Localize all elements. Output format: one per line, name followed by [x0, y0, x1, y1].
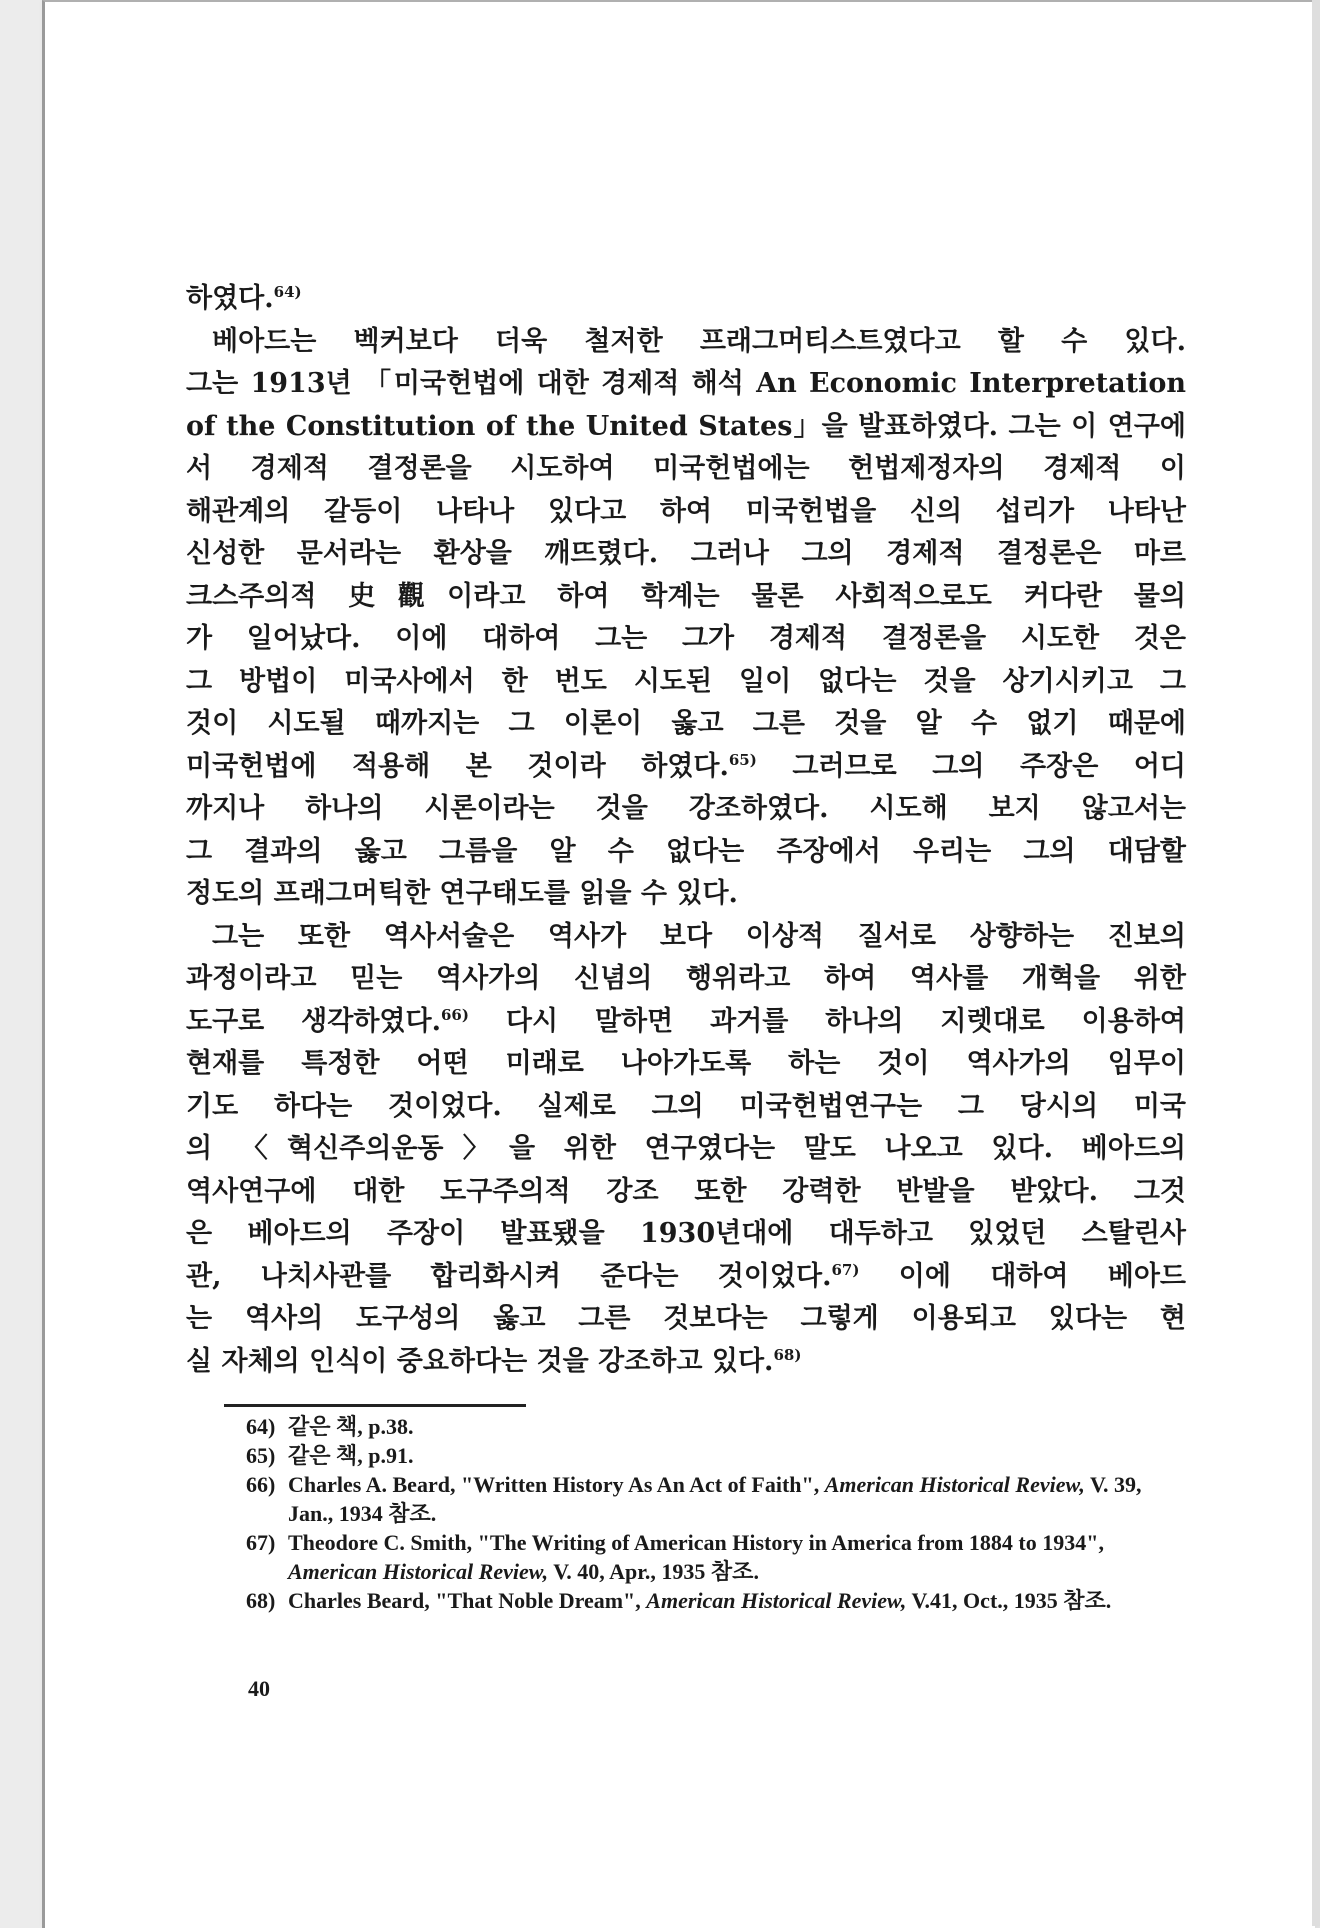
body-line-text: 다시 말하면 과거를 하나의 지렛대로 이용하여 [468, 1005, 1186, 1037]
body-line [186, 661, 1186, 704]
footnote-text: V.41, Oct., 1935 참조. [906, 1588, 1112, 1613]
footnote [246, 1528, 1166, 1586]
body-line [186, 406, 1186, 449]
body-line [186, 448, 1186, 491]
body-line-text: 이에 대하여 베아드 [859, 1260, 1187, 1292]
body-line [186, 1171, 1186, 1214]
body-line-text: 것이 시도될 때까지는 그 이론이 옳고 그른 것을 알 수 없기 때문에 [186, 708, 1186, 739]
body-line-text: 신성한 문서라는 환상을 깨뜨렸다. 그러나 그의 경제적 결정론은 마르 [186, 538, 1186, 569]
body-line-text: 기도 하다는 것이었다. 실제로 그의 미국헌법연구는 그 당시의 미국 [186, 1090, 1186, 1122]
body-line-text: 가 일어났다. 이에 대하여 그는 그가 경제적 결정론을 시도한 것은 [186, 623, 1186, 654]
body-line [186, 1298, 1186, 1341]
body-line [186, 831, 1186, 874]
body-line [186, 576, 1186, 619]
body-line [186, 618, 1186, 661]
body-line-text: 그러므로 그의 주장은 어디 [756, 750, 1186, 782]
footnote-text: V. 40, Apr., 1935 참조. [548, 1559, 759, 1584]
footnote-text: 같은 책, p.91. [288, 1443, 414, 1468]
body-line [186, 491, 1186, 534]
body-line [186, 916, 1186, 959]
footnote-marker[interactable]: 67) [831, 1260, 860, 1279]
body-line [186, 703, 1186, 746]
body-line [186, 1043, 1186, 1086]
body-line [186, 533, 1186, 576]
body-line [186, 321, 1186, 364]
page-edge [1312, 0, 1320, 1926]
footnote-marker[interactable]: 64) [273, 283, 302, 301]
body-line-text: 크스주의적 史觀이라고 하여 학계는 물론 사회적으로도 커다란 물의 [186, 580, 1186, 612]
footnote [246, 1441, 1166, 1470]
body-line-text: 그는 또한 역사서술은 역사가 보다 이상적 질서로 상향하는 진보의 [212, 920, 1186, 952]
footnote [246, 1586, 1166, 1615]
journal-title: American Historical Review, [646, 1588, 907, 1613]
body-line [186, 1213, 1186, 1256]
body-line-text: 그는 1913년 「미국헌법에 대한 경제적 해석 An Economic Interpretation [186, 368, 1186, 399]
footnote-number: 65) [246, 1443, 276, 1468]
body-line [186, 363, 1186, 406]
body-line [186, 1341, 1186, 1384]
body-text [186, 278, 1186, 1383]
body-line-text: 까지나 하나의 시론이라는 것을 강조하였다. 시도해 보지 않고서는 [186, 793, 1186, 824]
body-line [186, 1001, 1186, 1044]
footnote-rule [224, 1404, 526, 1407]
body-line [186, 1086, 1186, 1129]
footnote [246, 1470, 1166, 1528]
body-line-text: 는 역사의 도구성의 옳고 그른 것보다는 그렇게 이용되고 있다는 현 [186, 1303, 1186, 1334]
body-line [186, 958, 1186, 1001]
footnotes [246, 1412, 1166, 1615]
body-line [186, 1256, 1186, 1299]
body-line-text: 하였다. [186, 283, 274, 314]
footnote-text: Charles A. Beard, "Written History As An Act of Faith", [288, 1472, 825, 1497]
footnote-text: Charles Beard, "That Noble Dream", [288, 1588, 647, 1613]
body-line-text: 정도의 프래그머틱한 연구태도를 읽을 수 있다. [186, 878, 738, 909]
body-line-text: 도구로 생각하였다. [186, 1005, 441, 1037]
body-line-text: 의 〈혁신주의운동〉을 위한 연구였다는 말도 나오고 있다. 베아드의 [186, 1133, 1186, 1164]
footnote-marker[interactable]: 66) [440, 1005, 469, 1024]
page-number: 40 [248, 1676, 270, 1701]
footnote-text: 같은 책, p.38. [288, 1414, 414, 1439]
body-line [186, 873, 1186, 916]
body-line-text: 관, 나치사관를 합리화시켜 준다는 것이었다. [186, 1260, 832, 1292]
footnote-number: 64) [246, 1414, 276, 1439]
body-line-text: 미국헌법에 적용해 본 것이라 하였다. [186, 750, 729, 782]
body-line-text: 은 베아드의 주장이 발표됐을 1930년대에 대두하고 있었던 스탈린사 [186, 1218, 1186, 1249]
footnote-marker[interactable]: 65) [728, 750, 757, 769]
body-line-text: 해관계의 갈등이 나타나 있다고 하여 미국헌법을 신의 섭리가 나타난 [186, 495, 1186, 527]
body-line-text: of the Constitution of the United States」을 발표하였다. 그는 이 연구에 [186, 410, 1186, 442]
body-line-text: 현재를 특정한 어떤 미래로 나아가도록 하는 것이 역사가의 임무이 [186, 1048, 1186, 1079]
footnote [246, 1412, 1166, 1441]
body-line-text: 그 결과의 옳고 그름을 알 수 없다는 주장에서 우리는 그의 대담할 [186, 835, 1186, 867]
body-line-text: 서 경제적 결정론을 시도하여 미국헌법에는 헌법제정자의 경제적 이 [186, 453, 1186, 484]
body-line [186, 1128, 1186, 1171]
footnote-text: Theodore C. Smith, "The Writing of American History in America from 1884 to 1934", [288, 1530, 1104, 1555]
footnote-number: 67) [246, 1530, 276, 1555]
body-line-text: 과정이라고 믿는 역사가의 신념의 행위라고 하여 역사를 개혁을 위한 [186, 963, 1186, 994]
journal-title: American Historical Review, [288, 1559, 549, 1584]
body-line [186, 278, 1186, 321]
footnote-number: 68) [246, 1588, 276, 1613]
body-line [186, 746, 1186, 789]
footnote-number: 66) [246, 1472, 276, 1497]
journal-title: American Historical Review, [824, 1472, 1085, 1497]
body-line-text: 실 자체의 인식이 중요하다는 것을 강조하고 있다. [186, 1345, 774, 1377]
body-line-text: 역사연구에 대한 도구주의적 강조 또한 강력한 반발을 받았다. 그것 [186, 1175, 1186, 1207]
body-line [186, 788, 1186, 831]
footnote-marker[interactable]: 68) [773, 1345, 802, 1364]
body-line-text: 그 방법이 미국사에서 한 번도 시도된 일이 없다는 것을 상기시키고 그 [186, 665, 1186, 697]
body-line-text: 베아드는 벡커보다 더욱 철저한 프래그머티스트였다고 할 수 있다. [212, 325, 1186, 357]
footnote-text: V. 39, Jan., 1934 참조. [288, 1472, 1142, 1526]
